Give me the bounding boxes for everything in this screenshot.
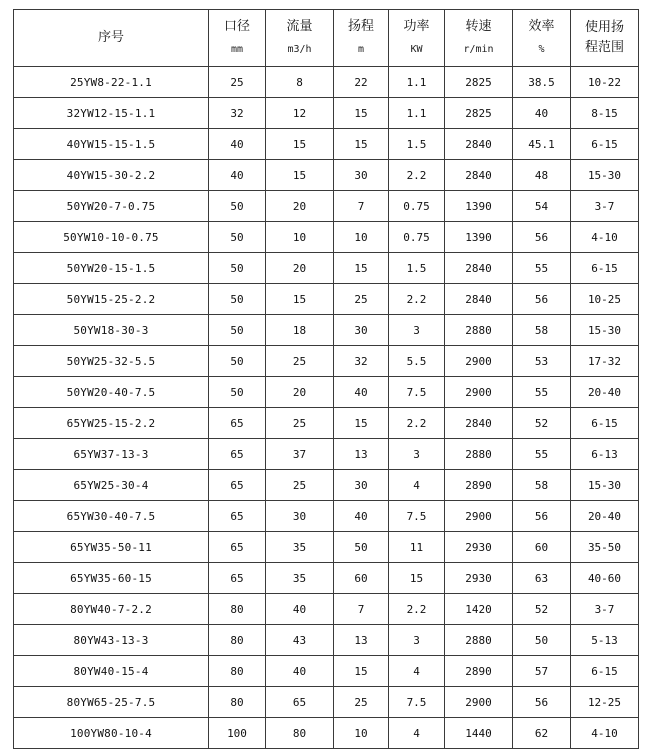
cell-model: 50YW20-40-7.5	[14, 377, 209, 408]
cell-flow: 43	[266, 625, 334, 656]
cell-head-range: 6-15	[571, 656, 639, 687]
cell-head: 15	[334, 656, 389, 687]
cell-head: 25	[334, 284, 389, 315]
cell-head: 15	[334, 408, 389, 439]
cell-efficiency: 55	[513, 253, 571, 284]
cell-diameter: 80	[209, 656, 266, 687]
cell-power: 3	[389, 625, 445, 656]
cell-speed: 2890	[445, 470, 513, 501]
cell-head: 15	[334, 253, 389, 284]
cell-head-range: 4-10	[571, 222, 639, 253]
cell-model: 65YW35-50-11	[14, 532, 209, 563]
cell-efficiency: 54	[513, 191, 571, 222]
cell-head-range: 3-7	[571, 594, 639, 625]
header-head-range-line1: 使用扬	[584, 20, 624, 35]
cell-head-range: 10-22	[571, 67, 639, 98]
cell-speed: 2825	[445, 98, 513, 129]
cell-power: 3	[389, 315, 445, 346]
cell-efficiency: 53	[513, 346, 571, 377]
cell-power: 1.5	[389, 129, 445, 160]
cell-efficiency: 60	[513, 532, 571, 563]
cell-power: 0.75	[389, 222, 445, 253]
table-row	[14, 718, 639, 749]
cell-speed: 2880	[445, 439, 513, 470]
cell-diameter: 65	[209, 470, 266, 501]
cell-head: 15	[334, 129, 389, 160]
cell-model: 65YW37-13-3	[14, 439, 209, 470]
header-diameter-unit: mm	[230, 44, 244, 55]
cell-flow: 10	[266, 222, 334, 253]
table-row	[14, 284, 639, 315]
cell-model: 50YW18-30-3	[14, 315, 209, 346]
cell-efficiency: 56	[513, 687, 571, 718]
cell-diameter: 50	[209, 222, 266, 253]
cell-efficiency: 56	[513, 222, 571, 253]
cell-speed: 2900	[445, 377, 513, 408]
cell-diameter: 80	[209, 687, 266, 718]
header-head	[334, 10, 389, 67]
cell-power: 1.1	[389, 67, 445, 98]
cell-efficiency: 52	[513, 594, 571, 625]
table-row	[14, 129, 639, 160]
header-head-label: 扬程	[347, 19, 374, 34]
table-row	[14, 408, 639, 439]
table-row	[14, 67, 639, 98]
cell-flow: 65	[266, 687, 334, 718]
header-diameter	[209, 10, 266, 67]
cell-speed: 2840	[445, 129, 513, 160]
header-diameter-label: 口径	[223, 19, 250, 34]
header-power-label: 功率	[403, 19, 430, 34]
cell-power: 11	[389, 532, 445, 563]
cell-head-range: 15-30	[571, 160, 639, 191]
cell-speed: 2840	[445, 408, 513, 439]
cell-diameter: 50	[209, 377, 266, 408]
cell-speed: 2900	[445, 501, 513, 532]
cell-power: 3	[389, 439, 445, 470]
cell-power: 1.1	[389, 98, 445, 129]
cell-diameter: 50	[209, 253, 266, 284]
cell-efficiency: 55	[513, 377, 571, 408]
table-row	[14, 501, 639, 532]
cell-flow: 37	[266, 439, 334, 470]
cell-flow: 35	[266, 532, 334, 563]
cell-power: 5.5	[389, 346, 445, 377]
cell-head-range: 17-32	[571, 346, 639, 377]
cell-efficiency: 38.5	[513, 67, 571, 98]
cell-efficiency: 55	[513, 439, 571, 470]
cell-speed: 1440	[445, 718, 513, 749]
cell-speed: 2880	[445, 625, 513, 656]
table-row	[14, 532, 639, 563]
table-row	[14, 98, 639, 129]
cell-head: 30	[334, 470, 389, 501]
table-row	[14, 656, 639, 687]
cell-speed: 2900	[445, 687, 513, 718]
cell-diameter: 40	[209, 129, 266, 160]
cell-power: 15	[389, 563, 445, 594]
cell-efficiency: 45.1	[513, 129, 571, 160]
cell-diameter: 65	[209, 532, 266, 563]
cell-head-range: 6-15	[571, 253, 639, 284]
cell-flow: 18	[266, 315, 334, 346]
cell-head-range: 3-7	[571, 191, 639, 222]
table-row	[14, 470, 639, 501]
cell-efficiency: 58	[513, 315, 571, 346]
header-efficiency-label: 效率	[528, 19, 555, 34]
cell-model: 80YW43-13-3	[14, 625, 209, 656]
cell-model: 65YW25-30-4	[14, 470, 209, 501]
cell-flow: 80	[266, 718, 334, 749]
cell-diameter: 80	[209, 594, 266, 625]
table-row	[14, 191, 639, 222]
cell-flow: 35	[266, 563, 334, 594]
header-head-range	[571, 10, 639, 67]
cell-power: 7.5	[389, 687, 445, 718]
cell-model: 50YW10-10-0.75	[14, 222, 209, 253]
cell-flow: 15	[266, 284, 334, 315]
cell-model: 40YW15-30-2.2	[14, 160, 209, 191]
cell-head: 7	[334, 191, 389, 222]
header-speed-label: 转速	[465, 19, 492, 34]
header-efficiency	[513, 10, 571, 67]
cell-diameter: 50	[209, 346, 266, 377]
cell-head-range: 8-15	[571, 98, 639, 129]
cell-speed: 1390	[445, 222, 513, 253]
header-flow	[266, 10, 334, 67]
header-model-label: 序号	[97, 30, 124, 45]
cell-flow: 15	[266, 129, 334, 160]
cell-diameter: 50	[209, 191, 266, 222]
header-power	[389, 10, 445, 67]
cell-model: 80YW40-7-2.2	[14, 594, 209, 625]
cell-model: 80YW65-25-7.5	[14, 687, 209, 718]
cell-power: 2.2	[389, 594, 445, 625]
table-row	[14, 377, 639, 408]
cell-model: 65YW25-15-2.2	[14, 408, 209, 439]
header-efficiency-unit: %	[538, 44, 545, 55]
table-row	[14, 346, 639, 377]
cell-efficiency: 58	[513, 470, 571, 501]
cell-head: 15	[334, 98, 389, 129]
cell-head: 13	[334, 625, 389, 656]
cell-speed: 2930	[445, 563, 513, 594]
cell-diameter: 50	[209, 284, 266, 315]
cell-flow: 40	[266, 656, 334, 687]
cell-efficiency: 56	[513, 501, 571, 532]
cell-diameter: 50	[209, 315, 266, 346]
cell-head-range: 6-15	[571, 408, 639, 439]
cell-model: 65YW35-60-15	[14, 563, 209, 594]
cell-head: 22	[334, 67, 389, 98]
cell-model: 50YW15-25-2.2	[14, 284, 209, 315]
cell-model: 50YW20-15-1.5	[14, 253, 209, 284]
cell-head: 60	[334, 563, 389, 594]
cell-flow: 15	[266, 160, 334, 191]
pump-spec-table-container	[13, 9, 639, 749]
pump-spec-table	[13, 9, 639, 749]
cell-head-range: 12-25	[571, 687, 639, 718]
cell-diameter: 65	[209, 408, 266, 439]
header-speed-unit: r/min	[463, 44, 494, 55]
cell-model: 50YW25-32-5.5	[14, 346, 209, 377]
cell-efficiency: 56	[513, 284, 571, 315]
cell-efficiency: 40	[513, 98, 571, 129]
cell-head-range: 4-10	[571, 718, 639, 749]
cell-speed: 1420	[445, 594, 513, 625]
cell-diameter: 65	[209, 563, 266, 594]
cell-speed: 2840	[445, 253, 513, 284]
cell-flow: 25	[266, 346, 334, 377]
cell-speed: 2825	[445, 67, 513, 98]
cell-power: 1.5	[389, 253, 445, 284]
cell-diameter: 80	[209, 625, 266, 656]
table-row	[14, 594, 639, 625]
cell-model: 40YW15-15-1.5	[14, 129, 209, 160]
cell-head: 40	[334, 377, 389, 408]
cell-power: 7.5	[389, 377, 445, 408]
table-row	[14, 253, 639, 284]
cell-flow: 8	[266, 67, 334, 98]
cell-model: 80YW40-15-4	[14, 656, 209, 687]
header-speed	[445, 10, 513, 67]
cell-flow: 25	[266, 408, 334, 439]
cell-head-range: 20-40	[571, 501, 639, 532]
cell-diameter: 40	[209, 160, 266, 191]
cell-diameter: 25	[209, 67, 266, 98]
cell-power: 4	[389, 470, 445, 501]
cell-model: 32YW12-15-1.1	[14, 98, 209, 129]
cell-power: 4	[389, 656, 445, 687]
cell-power: 7.5	[389, 501, 445, 532]
cell-flow: 30	[266, 501, 334, 532]
cell-flow: 20	[266, 377, 334, 408]
table-row	[14, 625, 639, 656]
cell-head: 7	[334, 594, 389, 625]
cell-speed: 2840	[445, 160, 513, 191]
cell-flow: 12	[266, 98, 334, 129]
cell-head-range: 6-13	[571, 439, 639, 470]
table-body	[14, 67, 639, 749]
cell-head-range: 15-30	[571, 315, 639, 346]
cell-head-range: 35-50	[571, 532, 639, 563]
cell-model: 25YW8-22-1.1	[14, 67, 209, 98]
table-row	[14, 160, 639, 191]
cell-head: 30	[334, 315, 389, 346]
cell-flow: 40	[266, 594, 334, 625]
table-row	[14, 222, 639, 253]
cell-head-range: 6-15	[571, 129, 639, 160]
cell-flow: 20	[266, 191, 334, 222]
cell-head: 13	[334, 439, 389, 470]
cell-model: 65YW30-40-7.5	[14, 501, 209, 532]
cell-speed: 2880	[445, 315, 513, 346]
cell-speed: 2840	[445, 284, 513, 315]
cell-speed: 1390	[445, 191, 513, 222]
cell-efficiency: 62	[513, 718, 571, 749]
cell-model: 50YW20-7-0.75	[14, 191, 209, 222]
cell-power: 2.2	[389, 284, 445, 315]
cell-efficiency: 57	[513, 656, 571, 687]
table-row	[14, 439, 639, 470]
table-row	[14, 687, 639, 718]
cell-diameter: 100	[209, 718, 266, 749]
cell-power: 2.2	[389, 408, 445, 439]
cell-diameter: 65	[209, 439, 266, 470]
header-power-unit: KW	[410, 44, 423, 55]
cell-model: 100YW80-10-4	[14, 718, 209, 749]
cell-head: 25	[334, 687, 389, 718]
cell-power: 0.75	[389, 191, 445, 222]
cell-flow: 25	[266, 470, 334, 501]
cell-head: 30	[334, 160, 389, 191]
cell-efficiency: 50	[513, 625, 571, 656]
cell-head-range: 5-13	[571, 625, 639, 656]
cell-diameter: 32	[209, 98, 266, 129]
cell-speed: 2930	[445, 532, 513, 563]
cell-head: 40	[334, 501, 389, 532]
cell-head: 10	[334, 222, 389, 253]
cell-efficiency: 63	[513, 563, 571, 594]
header-flow-label: 流量	[286, 19, 313, 34]
cell-speed: 2900	[445, 346, 513, 377]
table-row	[14, 315, 639, 346]
cell-head-range: 15-30	[571, 470, 639, 501]
cell-head-range: 10-25	[571, 284, 639, 315]
cell-head: 50	[334, 532, 389, 563]
cell-power: 2.2	[389, 160, 445, 191]
cell-power: 4	[389, 718, 445, 749]
header-head-unit: m	[357, 44, 365, 55]
cell-head-range: 40-60	[571, 563, 639, 594]
header-head-range-line2: 程范围	[584, 40, 624, 55]
header-model	[14, 10, 209, 67]
cell-head: 10	[334, 718, 389, 749]
header-flow-unit: m3/h	[287, 44, 312, 55]
header-row	[14, 10, 639, 67]
cell-head-range: 20-40	[571, 377, 639, 408]
cell-head: 32	[334, 346, 389, 377]
cell-speed: 2890	[445, 656, 513, 687]
table-row	[14, 563, 639, 594]
cell-efficiency: 52	[513, 408, 571, 439]
cell-flow: 20	[266, 253, 334, 284]
cell-diameter: 65	[209, 501, 266, 532]
cell-efficiency: 48	[513, 160, 571, 191]
